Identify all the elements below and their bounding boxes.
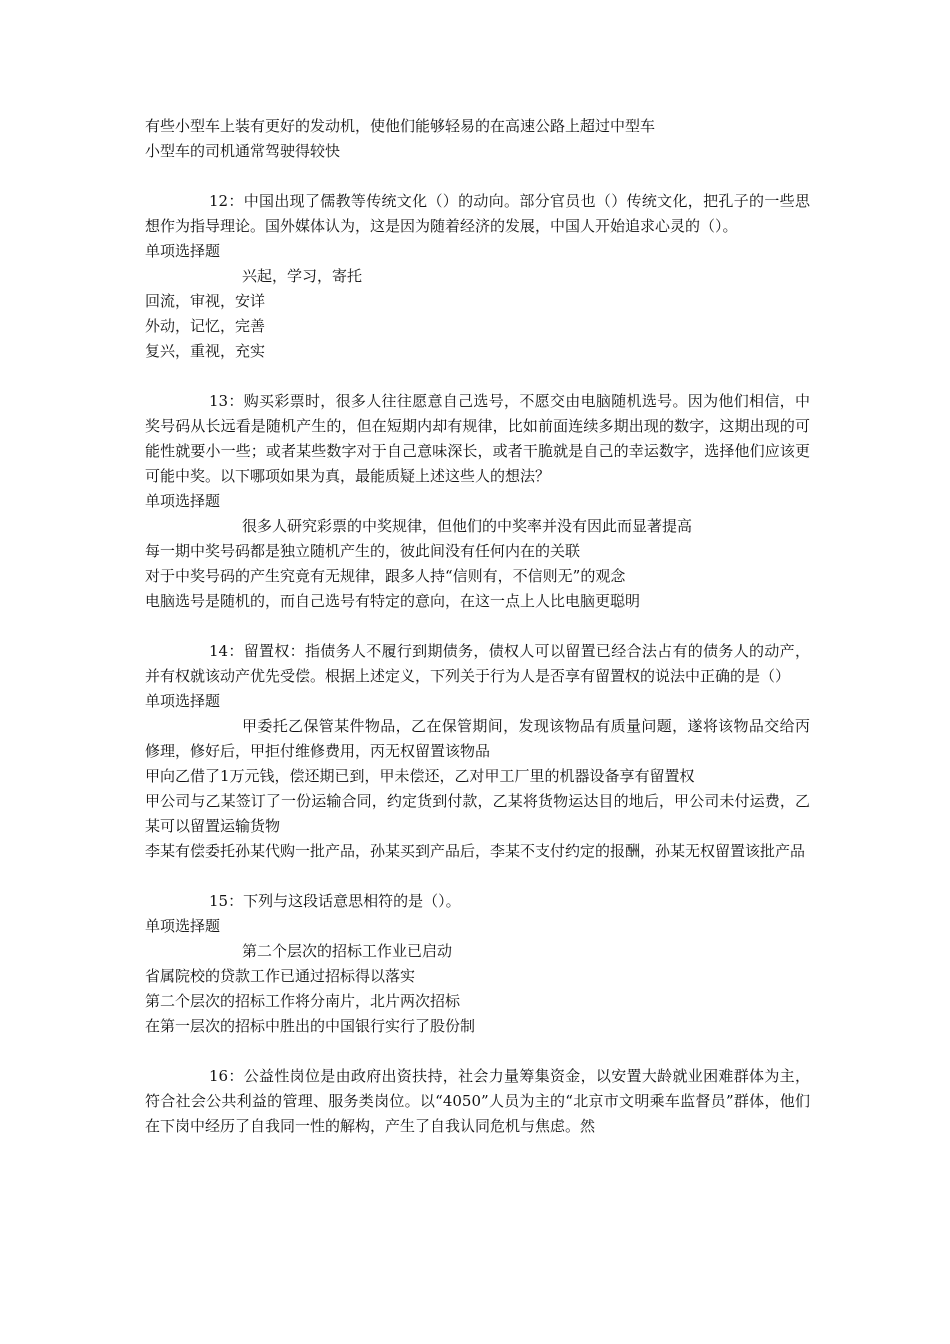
question-15-stem: 15：下列与这段话意思相符的是（）。: [209, 892, 461, 910]
question-14-option-c: 甲公司与乙某签订了一份运输合同，约定货到付款，乙某将货物运达目的地后，甲公司未付运费，乙某可以留置运输货物: [145, 792, 810, 835]
question-12-option-d: 复兴，重视，充实: [145, 342, 266, 360]
question-12-type: 单项选择题: [145, 242, 221, 260]
question-13-option-d: 电脑选号是随机的，而自己选号有特定的意向，在这一点上人比电脑更聪明: [145, 592, 641, 610]
question-13-stem: 13：购买彩票时，很多人往往愿意自己选号，不愿交由电脑随机选号。因为他们相信，中奖号码从长远看是随机产生的，但在短期内却有规律，比如前面连续多期出现的数字，这期出现的可能性就要小一些；或者某些数字对于自己意味深长，或者干脆就是自己的幸运数字，选择他们应该更可能中奖。以下哪项如果为真，最能质疑上述这些人的想法？: [145, 392, 810, 485]
question-12-stem: 12：中国出现了儒教等传统文化（）的动向。部分官员也（）传统文化，把孔子的一些思想作为指导理论。国外媒体认为，这是因为随着经济的发展，中国人开始追求心灵的（）。: [145, 192, 810, 235]
question-15-option-b: 省属院校的贷款工作已通过招标得以落实: [145, 967, 416, 985]
question-15-type: 单项选择题: [145, 917, 221, 935]
prev-option-2: 小型车的司机通常驾驶得较快: [145, 142, 341, 160]
question-14-option-a: 甲委托乙保管某件物品，乙在保管期间，发现该物品有质量问题，遂将该物品交给丙修理，修好后，甲拒付维修费用，丙无权留置该物品: [145, 717, 810, 760]
question-12-option-c: 外动，记忆，完善: [145, 317, 266, 335]
question-13-type: 单项选择题: [145, 492, 221, 510]
question-12-option-a: 兴起，学习，寄托: [242, 267, 363, 285]
question-13-option-b: 每一期中奖号码都是独立随机产生的，彼此间没有任何内在的关联: [145, 542, 581, 560]
question-15-option-d: 在第一层次的招标中胜出的中国银行实行了股份制: [145, 1017, 476, 1035]
question-14-type: 单项选择题: [145, 692, 221, 710]
question-12-option-b: 回流，审视，安详: [145, 292, 266, 310]
question-14-option-b: 甲向乙借了1万元钱，偿还期已到，甲未偿还，乙对甲工厂里的机器设备享有留置权: [145, 767, 695, 785]
document-page: [145, 114, 810, 1139]
question-13-option-c: 对于中奖号码的产生究竟有无规律，跟多人持“信则有，不信则无”的观念: [145, 567, 626, 585]
question-16-stem: 16：公益性岗位是由政府出资扶持，社会力量筹集资金，以安置大龄就业困难群体为主，符合社会公共利益的管理、服务类岗位。以“4050”人员为主的“北京市文明乘车监督员”群体，他们在下岗中经历了自我同一性的解构，产生了自我认同危机与焦虑。然: [145, 1067, 810, 1135]
prev-option-1: 有些小型车上装有更好的发动机，使他们能够轻易的在高速公路上超过中型车: [145, 117, 656, 135]
question-13-option-a: 很多人研究彩票的中奖规律，但他们的中奖率并没有因此而显著提高: [242, 517, 693, 535]
question-14-stem: 14：留置权：指债务人不履行到期债务，债权人可以留置已经合法占有的债务人的动产，并有权就该动产优先受偿。根据上述定义，下列关于行为人是否享有留置权的说法中正确的是（）: [145, 642, 810, 685]
question-15-option-c: 第二个层次的招标工作将分南片，北片两次招标: [145, 992, 461, 1010]
question-15-option-a: 第二个层次的招标工作业已启动: [242, 942, 453, 960]
question-14-option-d: 李某有偿委托孙某代购一批产品，孙某买到产品后，李某不支付约定的报酬，孙某无权留置该批产品: [145, 842, 806, 860]
